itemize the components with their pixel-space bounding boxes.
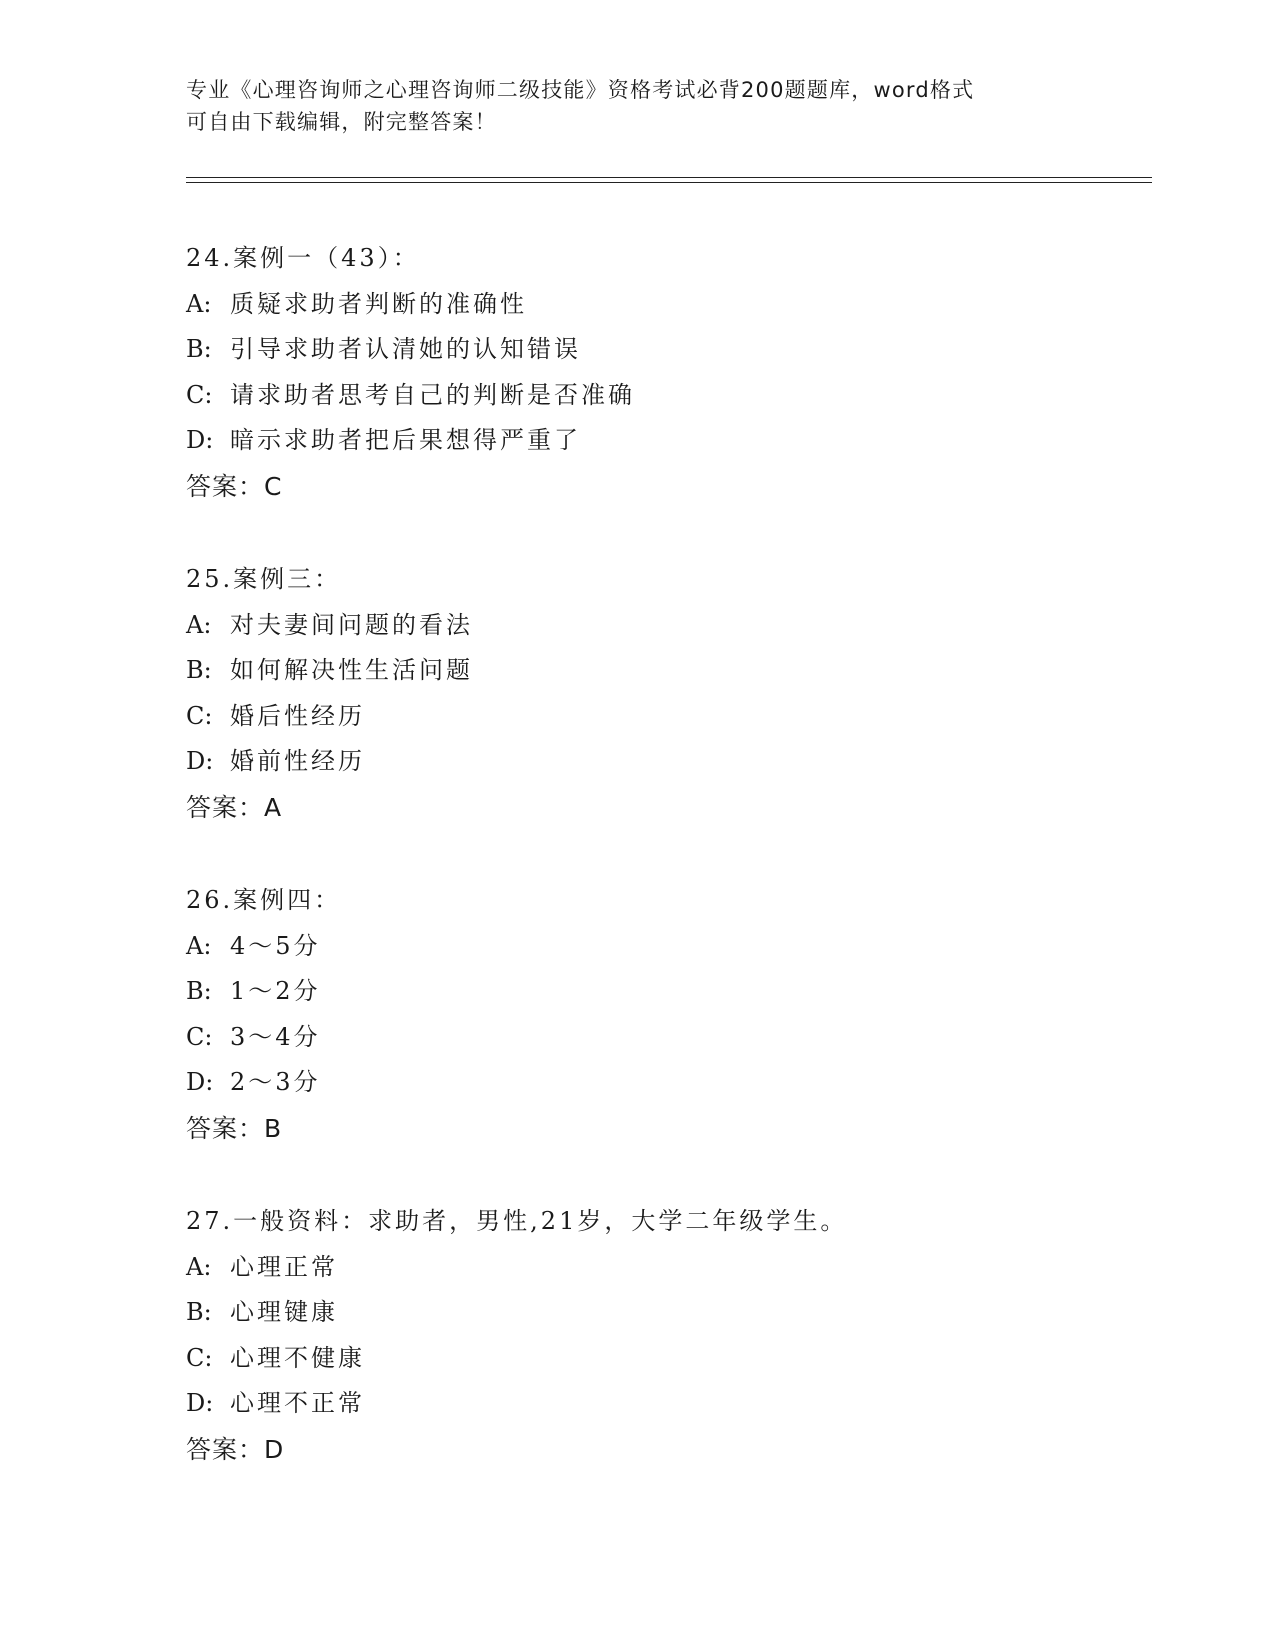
option-text: 暗示求助者把后果想得严重了 [230,426,581,454]
question-stem: 24.案例一（43）： [186,244,420,272]
option-label: C: [186,1343,213,1372]
header-divider-top [186,177,1152,178]
option-label: D: [186,1068,214,1096]
option-d [186,739,1186,785]
document-header [186,74,1066,138]
option-a [186,1245,1186,1291]
option-c [186,1015,1186,1061]
option-label: C: [186,1022,213,1051]
option-text: 4～5分 [230,931,321,960]
answer-line: 答案：B [186,1113,283,1143]
option-label: C: [186,701,213,730]
option-a [186,924,1186,970]
option-label: B: [186,1298,212,1326]
option-c [186,694,1186,740]
option-c [186,1336,1186,1382]
question-stem: 26.案例四： [186,886,342,914]
option-text: 心理键康 [230,1298,338,1326]
header-divider-bottom [186,182,1152,183]
option-b [186,1290,1186,1336]
option-label: B: [186,656,212,684]
option-text: 对夫妻间问题的看法 [230,610,473,639]
answer-line: 答案：D [186,1434,285,1464]
option-a [186,603,1186,649]
option-b [186,327,1186,373]
question-26 [186,878,1186,1151]
option-label: D: [186,1389,214,1417]
option-text: 心理不健康 [230,1343,365,1372]
option-text: 引导求助者认清她的认知错误 [230,335,581,363]
option-label: D: [186,747,214,775]
option-text: 1～2分 [230,977,321,1005]
option-c [186,373,1186,419]
header-title-line-1: 专业《心理咨询师之心理咨询师二级技能》资格考试必背200题题库，word格式 [186,78,975,102]
option-text: 心理正常 [230,1252,338,1281]
option-b [186,648,1186,694]
option-text: 如何解决性生活问题 [230,656,473,684]
option-d [186,1381,1186,1427]
option-text: 3～4分 [230,1022,321,1051]
option-label: C: [186,380,213,409]
option-a [186,282,1186,328]
question-27 [186,1199,1186,1472]
option-text: 请求助者思考自己的判断是否准确 [230,380,635,409]
question-25 [186,557,1186,830]
option-text: 2～3分 [230,1068,321,1096]
header-title-line-2: 可自由下载编辑，附完整答案！ [186,110,497,134]
option-label: A: [186,931,212,960]
option-label: A: [186,289,212,318]
answer-line: 答案：C [186,471,283,501]
option-label: B: [186,335,212,363]
option-d [186,418,1186,464]
question-24 [186,236,1186,509]
option-text: 婚前性经历 [230,747,365,775]
option-b [186,969,1186,1015]
answer-line: 答案：A [186,792,283,822]
option-text: 质疑求助者判断的准确性 [230,289,527,318]
option-label: D: [186,426,214,454]
option-label: A: [186,1252,212,1281]
option-text: 婚后性经历 [230,701,365,730]
question-stem: 25.案例三： [186,565,342,593]
question-stem: 27.一般资料：求助者，男性,21岁，大学二年级学生。 [186,1207,848,1235]
option-text: 心理不正常 [230,1389,365,1417]
option-label: A: [186,610,212,639]
question-list [186,236,1186,1520]
option-label: B: [186,977,212,1005]
option-d [186,1060,1186,1106]
